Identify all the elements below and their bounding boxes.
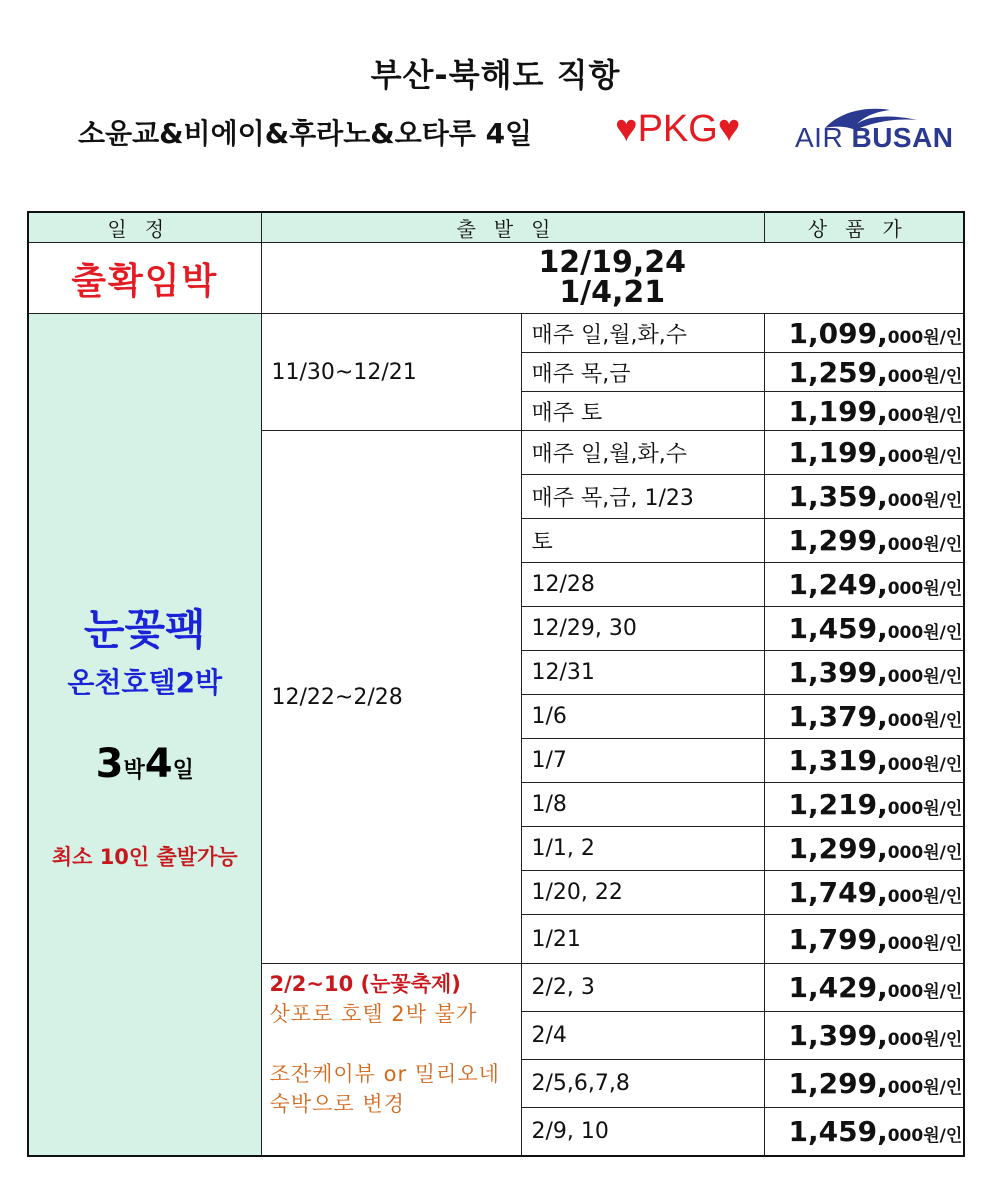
day-cell: 매주 일,월,화,수	[521, 314, 764, 353]
price-value: 1,749,	[788, 876, 888, 909]
price-value: 1,299,	[788, 1067, 888, 1100]
day-cell: 1/1, 2	[521, 827, 764, 871]
day-cell: 1/8	[521, 783, 764, 827]
table-header-row	[28, 212, 964, 243]
day-cell: 매주 목,금	[521, 353, 764, 392]
confirmed-dates	[261, 243, 964, 314]
day-cell: 2/5,6,7,8	[521, 1060, 764, 1108]
price-value: 1,459,	[788, 612, 888, 645]
day-cell: 12/28	[521, 563, 764, 607]
price-suffix: 000원/인	[887, 711, 963, 731]
day-cell: 2/2, 3	[521, 964, 764, 1012]
package-hotel: 온천호텔2박	[67, 666, 223, 700]
price-value: 1,359,	[788, 480, 888, 513]
nights-num: 3	[95, 741, 124, 788]
price-value: 1,249,	[788, 568, 888, 601]
confirmed-dates-line1: 12/19,24	[538, 245, 687, 280]
nights-unit: 박	[123, 758, 145, 784]
festival-note: 삿포로 호텔 2박 불가	[269, 1002, 478, 1026]
package-name: 눈꽃팩	[83, 605, 206, 655]
price-suffix: 000원/인	[887, 843, 963, 863]
day-cell: 2/4	[521, 1012, 764, 1060]
min-people: 최소 10인 출발가능	[51, 845, 238, 870]
price-value: 1,299,	[788, 524, 888, 557]
price-suffix: 000원/인	[887, 1030, 963, 1050]
col-header-schedule: 일정	[28, 212, 261, 243]
price-value: 1,399,	[788, 1019, 888, 1052]
price-cell	[764, 607, 964, 651]
pkg-label: ♥PKG♥	[615, 108, 741, 150]
airline-left: AIR	[795, 122, 844, 153]
price-suffix: 000원/인	[887, 327, 963, 348]
price-value: 1,379,	[788, 700, 888, 733]
day-cell: 매주 목,금, 1/23	[521, 475, 764, 519]
day-cell: 매주 토	[521, 392, 764, 431]
price-cell	[764, 1060, 964, 1108]
price-suffix: 000원/인	[887, 933, 963, 954]
price-cell	[764, 871, 964, 915]
price-value: 1,259,	[788, 355, 888, 389]
price-cell	[764, 392, 964, 431]
price-suffix: 000원/인	[887, 667, 963, 687]
price-suffix: 000원/인	[887, 535, 963, 555]
days-num: 4	[144, 741, 173, 788]
day-cell: 1/20, 22	[521, 871, 764, 915]
festival-range: 2/2~10 (눈꽃축제)	[269, 972, 461, 996]
price-table	[27, 211, 965, 1157]
price-cell	[764, 1012, 964, 1060]
confirmed-dates-line2: 1/4,21	[559, 275, 666, 310]
col-header-departure: 출발일	[261, 212, 764, 243]
day-cell: 12/29, 30	[521, 607, 764, 651]
col-header-price: 상품가	[764, 212, 964, 243]
price-suffix: 000원/인	[887, 755, 963, 775]
price-value: 1,799,	[788, 922, 888, 956]
urgent-label: 출확임박	[28, 243, 261, 314]
airline-right: BUSAN	[851, 122, 954, 153]
day-cell: 2/9, 10	[521, 1108, 764, 1156]
price-cell	[764, 827, 964, 871]
price-cell	[764, 915, 964, 964]
festival-note: 숙박으로 변경	[269, 1092, 405, 1116]
table-row	[28, 314, 964, 353]
page-title: 부산-북해도 직항	[370, 56, 621, 94]
price-cell	[764, 1108, 964, 1156]
confirmed-row	[28, 243, 964, 314]
air-busan-logo	[795, 104, 954, 160]
price-suffix: 000원/인	[887, 366, 963, 387]
price-value: 1,199,	[788, 394, 888, 428]
festival-cell	[261, 964, 521, 1156]
price-value: 1,199,	[788, 436, 888, 469]
days-unit: 일	[172, 758, 194, 784]
day-cell: 12/31	[521, 651, 764, 695]
price-cell	[764, 695, 964, 739]
date-range: 11/30~12/21	[261, 314, 521, 431]
price-cell	[764, 739, 964, 783]
price-cell	[764, 519, 964, 563]
tour-subtitle: 소윤교&비에이&후라노&오타루 4일	[78, 117, 533, 150]
price-suffix: 000원/인	[887, 1125, 963, 1146]
price-value: 1,099,	[788, 316, 888, 350]
price-cell	[764, 431, 964, 475]
price-value: 1,399,	[788, 656, 888, 689]
price-cell	[764, 783, 964, 827]
price-cell	[764, 651, 964, 695]
price-value: 1,319,	[788, 744, 888, 777]
date-range: 12/22~2/28	[261, 431, 521, 964]
price-value: 1,459,	[788, 1114, 888, 1148]
price-suffix: 000원/인	[887, 1078, 963, 1098]
package-cell	[28, 314, 261, 1156]
price-value: 1,299,	[788, 832, 888, 865]
price-cell	[764, 314, 964, 353]
day-cell: 매주 일,월,화,수	[521, 431, 764, 475]
package-duration	[29, 741, 261, 787]
day-cell: 1/21	[521, 915, 764, 964]
day-cell: 토	[521, 519, 764, 563]
price-cell	[764, 563, 964, 607]
price-value: 1,429,	[788, 971, 888, 1004]
price-suffix: 000원/인	[887, 491, 963, 511]
day-cell: 1/6	[521, 695, 764, 739]
price-suffix: 000원/인	[887, 887, 963, 907]
price-suffix: 000원/인	[887, 982, 963, 1002]
price-cell	[764, 353, 964, 392]
price-suffix: 000원/인	[887, 623, 963, 643]
price-cell	[764, 964, 964, 1012]
price-suffix: 000원/인	[887, 405, 963, 426]
price-value: 1,219,	[788, 788, 888, 821]
price-cell	[764, 475, 964, 519]
day-cell: 1/7	[521, 739, 764, 783]
price-suffix: 000원/인	[887, 579, 963, 599]
price-suffix: 000원/인	[887, 447, 963, 467]
price-suffix: 000원/인	[887, 799, 963, 819]
airline-name	[795, 122, 954, 154]
festival-note: 조잔케이뷰 or 밀리오네	[269, 1062, 500, 1086]
